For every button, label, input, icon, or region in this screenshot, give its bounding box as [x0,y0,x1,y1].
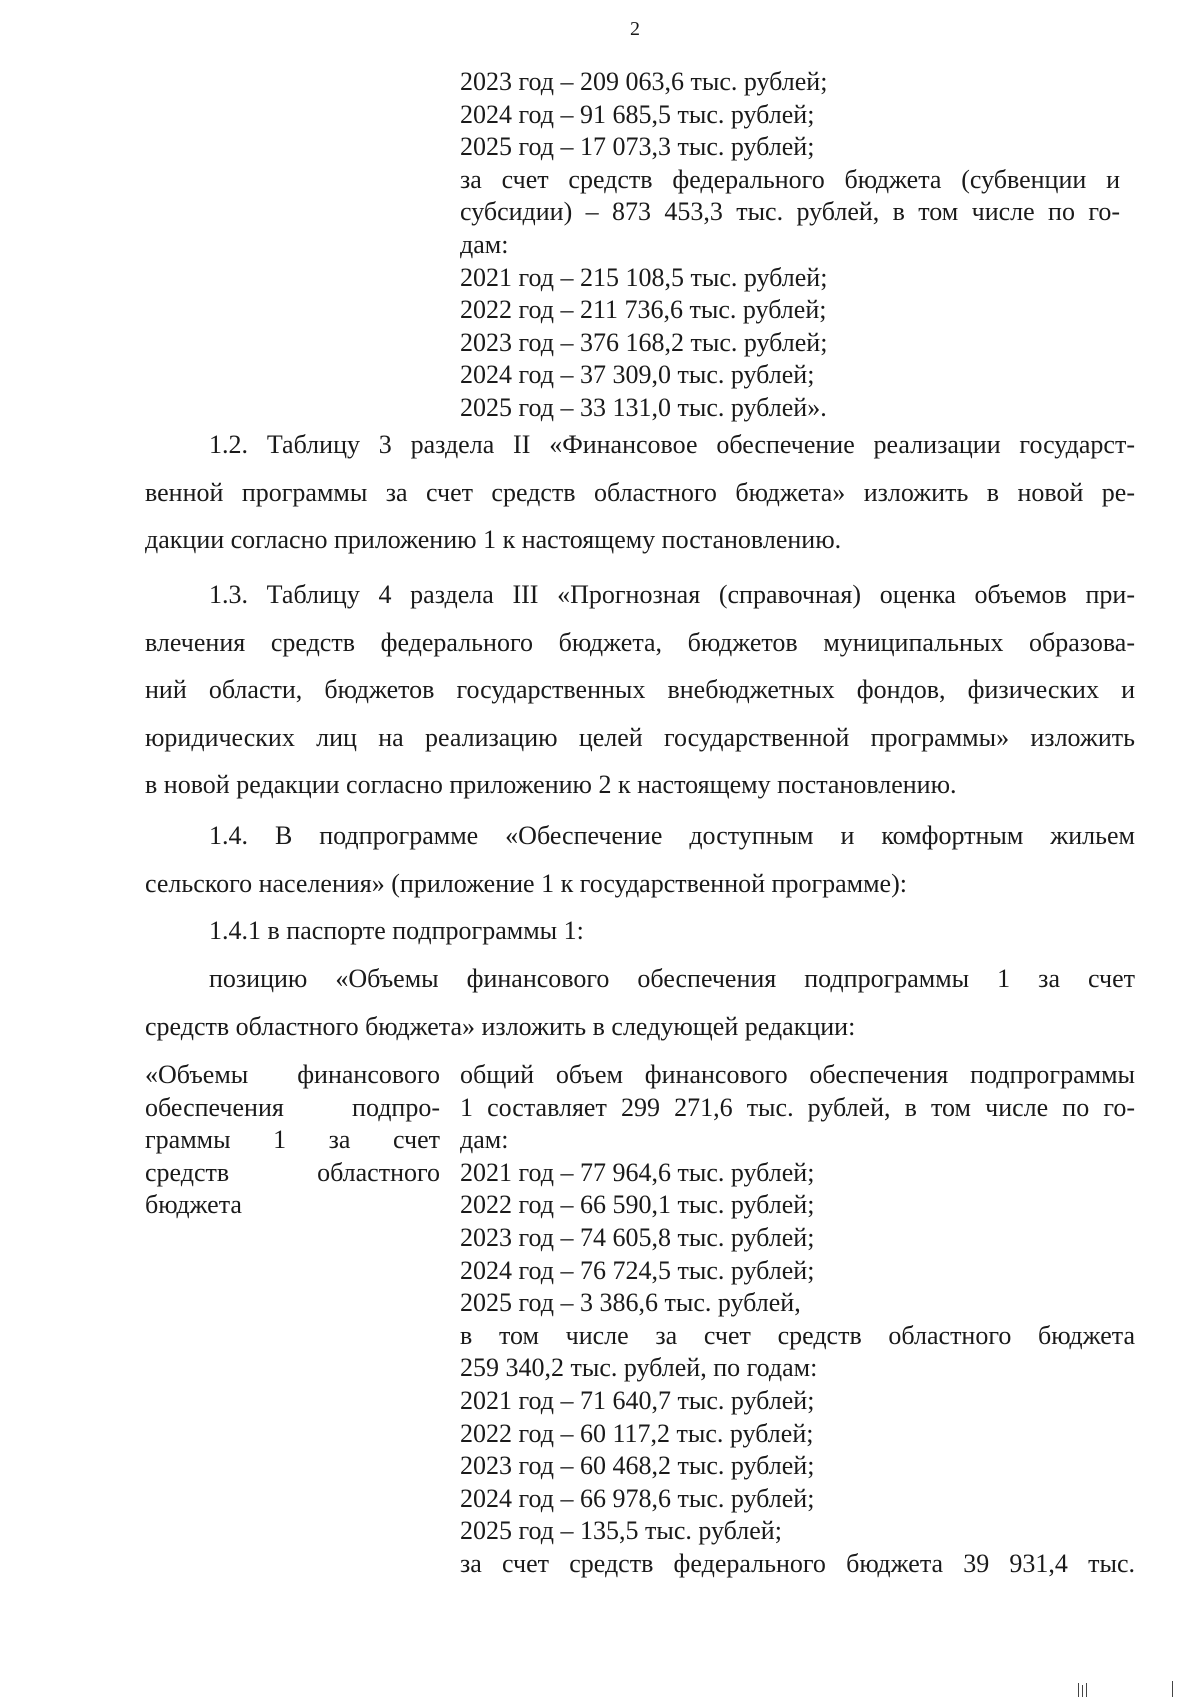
text-line: дам: [460,1125,509,1155]
text-line: обеспечения подпро- [145,1092,440,1122]
text-line: 2024 год – 91 685,5 тыс. рублей; [460,99,815,129]
text-line: дакции согласно приложению 1 к настоящему постановлению. [145,525,842,554]
text-line: 2021 год – 71 640,7 тыс. рублей; [460,1385,815,1415]
paragraph-1-2 [145,421,1135,564]
text-line: бюджета [145,1190,242,1220]
paragraph-1-4 [145,812,1135,907]
text-line: 1.2. Таблицу 3 раздела II «Финансовое обеспечение реализации государст- [209,430,1135,459]
paragraph-1-4-1 [145,907,1135,955]
text-line: 2025 год – 3 386,6 тыс. рублей, [460,1288,801,1318]
text-line: 1.4. В подпрограмме «Обеспечение доступным и комфортным жильем [209,821,1135,850]
text-line: позицию «Объемы финансового обеспечения подпрограммы 1 за счет [209,964,1135,993]
paragraph-1-3 [145,571,1135,809]
scan-artifact [1078,1683,1079,1697]
text-line: 2023 год – 60 468,2 тыс. рублей; [460,1451,815,1481]
text-line: 2024 год – 66 978,6 тыс. рублей; [460,1483,815,1513]
page-number: 2 [630,18,640,40]
text-line: за счет средств федерального бюджета (субвенции и [460,164,1120,194]
text-line: средств областного [145,1157,440,1187]
continued-funding-block [460,66,1120,425]
text-line: 2023 год – 209 063,6 тыс. рублей; [460,67,828,96]
text-line: 2024 год – 76 724,5 тыс. рублей; [460,1255,815,1285]
text-line: 1.3. Таблицу 4 раздела III «Прогнозная (справочная) оценка объемов при- [209,580,1135,609]
text-line: 1.4.1 в паспорте подпрограммы 1: [209,916,584,945]
text-line: 2022 год – 66 590,1 тыс. рублей; [460,1190,815,1220]
text-line: в новой редакции согласно приложению 2 к настоящему постановлению. [145,770,957,799]
text-line: 2025 год – 33 131,0 тыс. рублей». [460,392,827,422]
scan-artifact [1172,1681,1173,1697]
text-line: в том числе за счет средств областного бюджета [460,1320,1135,1350]
text-line: юридических лиц на реализацию целей государственной программы» изложить [145,722,1135,752]
text-line: субсидии) – 873 453,3 тыс. рублей, в том числе по го- [460,197,1120,227]
text-line: 2021 год – 215 108,5 тыс. рублей; [460,262,828,292]
text-line: 2024 год – 37 309,0 тыс. рублей; [460,360,815,390]
text-line: 2023 год – 74 605,8 тыс. рублей; [460,1222,815,1252]
text-line: 2021 год – 77 964,6 тыс. рублей; [460,1157,815,1187]
text-line: 1 составляет 299 271,6 тыс. рублей, в том числе по го- [460,1092,1135,1122]
scan-artifact [1086,1683,1087,1697]
scan-artifact [1082,1685,1083,1697]
text-line: венной программы за счет средств областного бюджета» изложить в новой ре- [145,477,1135,507]
text-line: средств областного бюджета» изложить в следующей редакции: [145,1011,856,1041]
text-line: 2025 год – 17 073,3 тыс. рублей; [460,132,815,162]
text-line: 2022 год – 211 736,6 тыс. рублей; [460,295,827,325]
text-line: ний области, бюджетов государственных внебюджетных фондов, физических и [145,675,1135,704]
text-line: влечения средств федерального бюджета, бюджетов муниципальных образова- [145,627,1135,657]
position-value-cell [460,1059,1135,1581]
text-line: общий объем финансового обеспечения подпрограммы [460,1060,1135,1089]
text-line: за счет средств федерального бюджета 39 931,4 тыс. [460,1548,1135,1578]
position-name-cell [145,1059,440,1222]
text-line: сельского населения» (приложение 1 к государственной программе): [145,868,907,898]
text-line: дам: [460,229,509,259]
text-line: 259 340,2 тыс. рублей, по годам: [460,1353,818,1383]
text-line: 2025 год – 135,5 тыс. рублей; [460,1516,782,1546]
text-line: «Объемы финансового [145,1060,440,1089]
text-line: 2022 год – 60 117,2 тыс. рублей; [460,1418,814,1448]
text-line: 2023 год – 376 168,2 тыс. рублей; [460,327,828,357]
paragraph-position [145,955,1135,1050]
text-line: граммы 1 за счет [145,1125,440,1155]
